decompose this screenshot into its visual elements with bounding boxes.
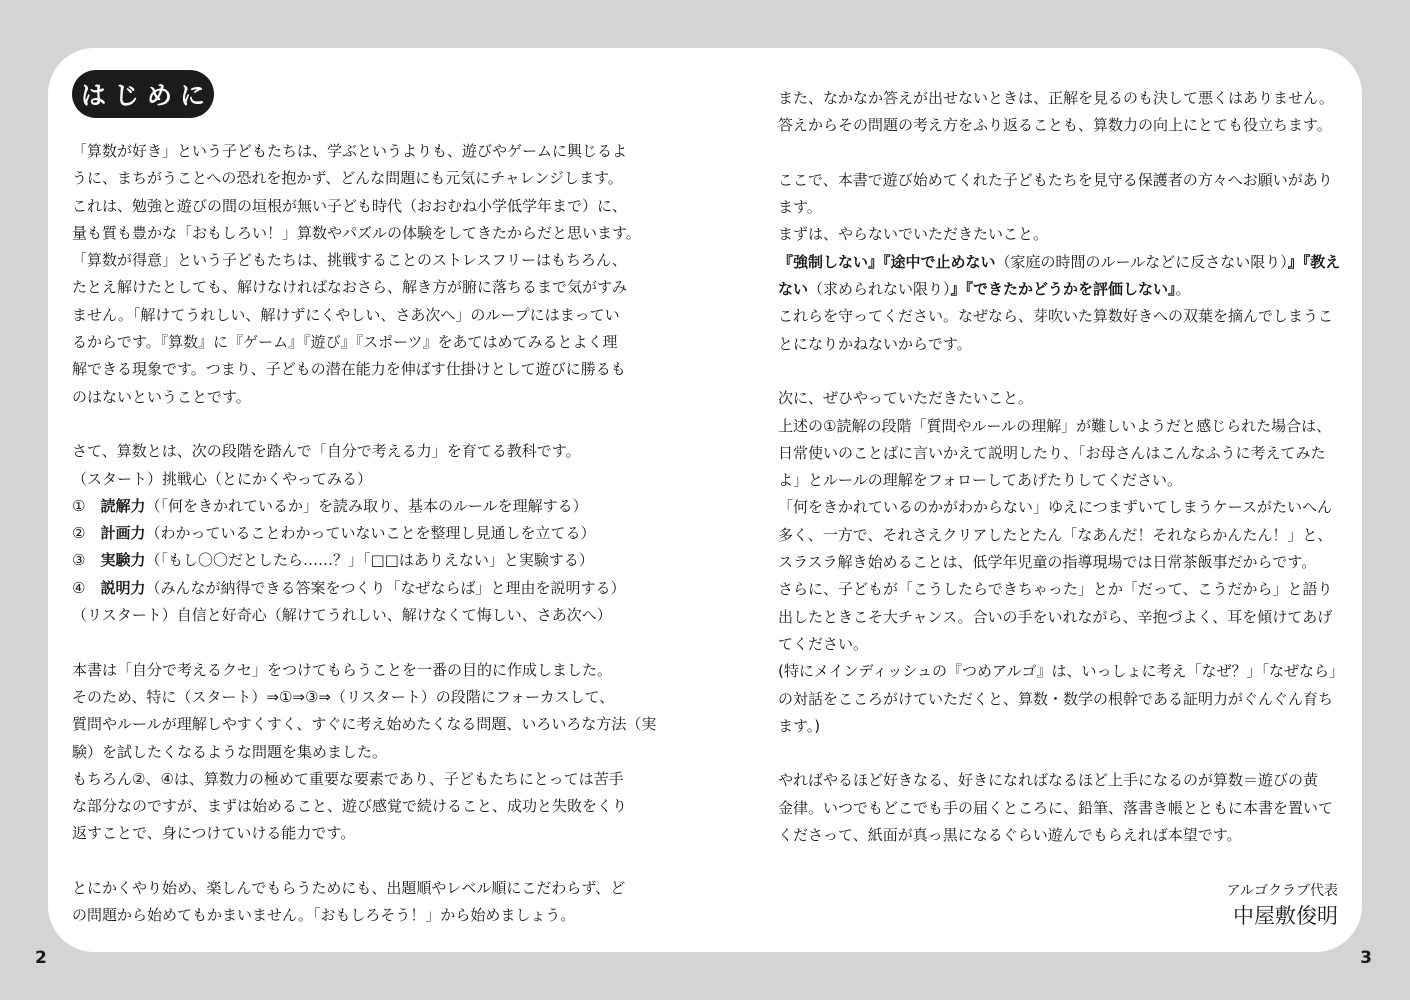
dont-list: ない（求められない限り）』『できたかどうかを評価しない』。 [778,280,1191,299]
text-line: とにかくやり始め、楽しんでもらうためにも、出題順やレベル順にこだわらず、ど [72,879,626,898]
text-line: うに、まちがうことへの恐れを抱かず、どんな問題にも元気にチャレンジします。 [72,169,623,188]
text-line: 量も質も豊かな「おもしろい！」算数やパズルの体験をしてきたからだと思います。 [72,223,641,242]
text-line: ます。 [778,198,822,217]
text-line: 次に、ぜひやっていただきたいこと。 [778,389,1034,408]
step-item: ③ 実験力（「もし〇〇だとしたら……？」「□□はありえない」と実験する） [72,551,594,570]
text-line: 多く、一方で、それさえクリアしたとたん「なあんだ！それならかんたん！」と、 [778,525,1333,544]
text-line: の問題から始めてもかまいません。「おもしろそう！」から始めましょう。 [72,906,576,925]
left-column [72,138,657,930]
text-line: のはないということです。 [72,387,251,406]
text-line: くださって、紙面が真っ黒になるぐらい遊んでもらえれば本望です。 [778,826,1242,845]
text-line: (特にメインディッシュの『つめアルゴ』は、いっしょに考え「なぜ？」「なぜなら」 [778,662,1344,681]
text-line: とになりかねないからです。 [778,334,972,353]
text-line: 験）を試したくなるような問題を集めました。 [72,742,388,761]
steps-intro: さて、算数とは、次の段階を踏んで「自分で考える力」を育てる教科です。 [72,442,581,461]
page-title: はじめに [72,70,214,118]
text-line: さらに、子どもが「こうしたらできちゃった」とか「だって、こうだから」と語り [778,580,1333,599]
text-line: これは、勉強と遊びの間の垣根が無い子ども時代（おおむね小学低学年まで）に、 [72,196,628,215]
text-line: これらを守ってください。なぜなら、芽吹いた算数好きへの双葉を摘んでしまうこ [778,307,1334,326]
text-line: ここで、本書で遊び始めてくれた子どもたちを見守る保護者の方々へお願いがあり [778,170,1333,189]
dont-list: 『強制しない』『途中で止めない（家庭の時間のルールなどに反さない限り）』『教え [778,252,1341,271]
text-line: 解できる現象です。つまり、子どもの潜在能力を伸ばす仕掛けとして遊びに勝るも [72,360,626,379]
page-number-left: 2 [35,948,47,968]
text-line: 返すことで、身につけていける能力です。 [72,824,356,843]
text-line: スラスラ解き始めることは、低学年児童の指導現場では日常茶飯事だからです。 [778,553,1317,572]
text-line: 「算数が得意」という子どもたちは、挑戦することのストレスフリーはもちろん、 [72,251,627,270]
right-column [778,85,1344,849]
text-line: まずは、やらないでいただきたいこと。 [778,225,1049,244]
signature-name: 中屋敷俊明 [1233,904,1338,928]
text-line: そのため、特に（スタート）⇒①⇒③⇒（リスタート）の段階にフォーカスして、 [72,687,615,706]
text-line: もちろん②、④は、算数力の極めて重要な要素であり、子どもたちにとっては苦手 [72,769,624,788]
text-line: の対話をこころがけていただくと、算数・数学の根幹である証明力がぐんぐん育ち [778,689,1334,708]
text-line: な部分なのですが、まずは始めること、遊び感覚で続けること、成功と失敗をくり [72,797,628,816]
text-line: 答えからその問題の考え方をふり返ることも、算数力の向上にとても役立ちます。 [778,116,1332,135]
start-line: （スタート）挑戦心（とにかくやってみる） [72,469,373,488]
text-line: てください。 [778,634,869,653]
text-line: 出したときこそ大チャンス。合いの手をいれながら、辛抱づよく、耳を傾けてあげ [778,607,1333,626]
restart-line: （リスタート）自信と好奇心（解けてうれしい、解けなくて悔しい、さあ次へ） [72,606,612,625]
text-line: 本書は「自分で考えるクセ」をつけてもらうことを一番の目的に作成しました。 [72,660,613,679]
text-line: 「算数が好き」という子どもたちは、学ぶというよりも、遊びやゲームに興じるよ [72,142,628,160]
step-item: ② 計画力（わかっていることわかっていないことを整理し見通しを立てる） [72,524,596,543]
text-line: るからです。『算数』に『ゲーム』『遊び』『スポーツ』をあてはめてみるとよく理 [72,333,618,352]
text-line: 金律。いつでもどこでも手の届くところに、鉛筆、落書き帳とともに本書を置いて [778,798,1334,817]
text-line: よ」とルールの理解をフォローしてあげたりしてください。 [778,471,1182,490]
text-line: たとえ解けたとしても、解けなければなおさら、解き方が腑に落ちるまで気がすみ [72,278,628,297]
text-line: 日常使いのことばに言いかえて説明したり、「お母さんはこんなふうに考えてみた [778,443,1326,462]
step-item: ④ 説明力（みんなが納得できる答案をつくり「なぜならば」と理由を説明する） [72,578,626,597]
text-line: 質問やルールが理解しやすくすく、すぐに考え始めたくなる問題、いろいろな方法（実 [72,715,657,734]
text-line: 「何をきかれているのかがわからない」ゆえにつまずいてしまうケースがたいへん [778,498,1332,517]
page-number-right: 3 [1360,948,1372,968]
step-item: ① 読解力（「何をきかれているか」を読み取り、基本のルールを理解する） [72,496,588,515]
text-line: やればやるほど好きなる、好きになればなるほど上手になるのが算数＝遊びの黄 [778,771,1319,790]
text-line: 上述の①読解の段階「質問やルールの理解」が難しいようだと感じられた場合は、 [778,416,1332,435]
text-line: ます。) [778,716,821,735]
text-line: また、なかなか答えが出せないときは、正解を見るのも決して悪くはありません。 [778,89,1334,107]
signature-role: アルゴクラブ代表 [1226,883,1338,899]
text-line: ません。「解けてうれしい、解けずにくやしい、さあ次へ」のループにはまってい [72,305,620,324]
